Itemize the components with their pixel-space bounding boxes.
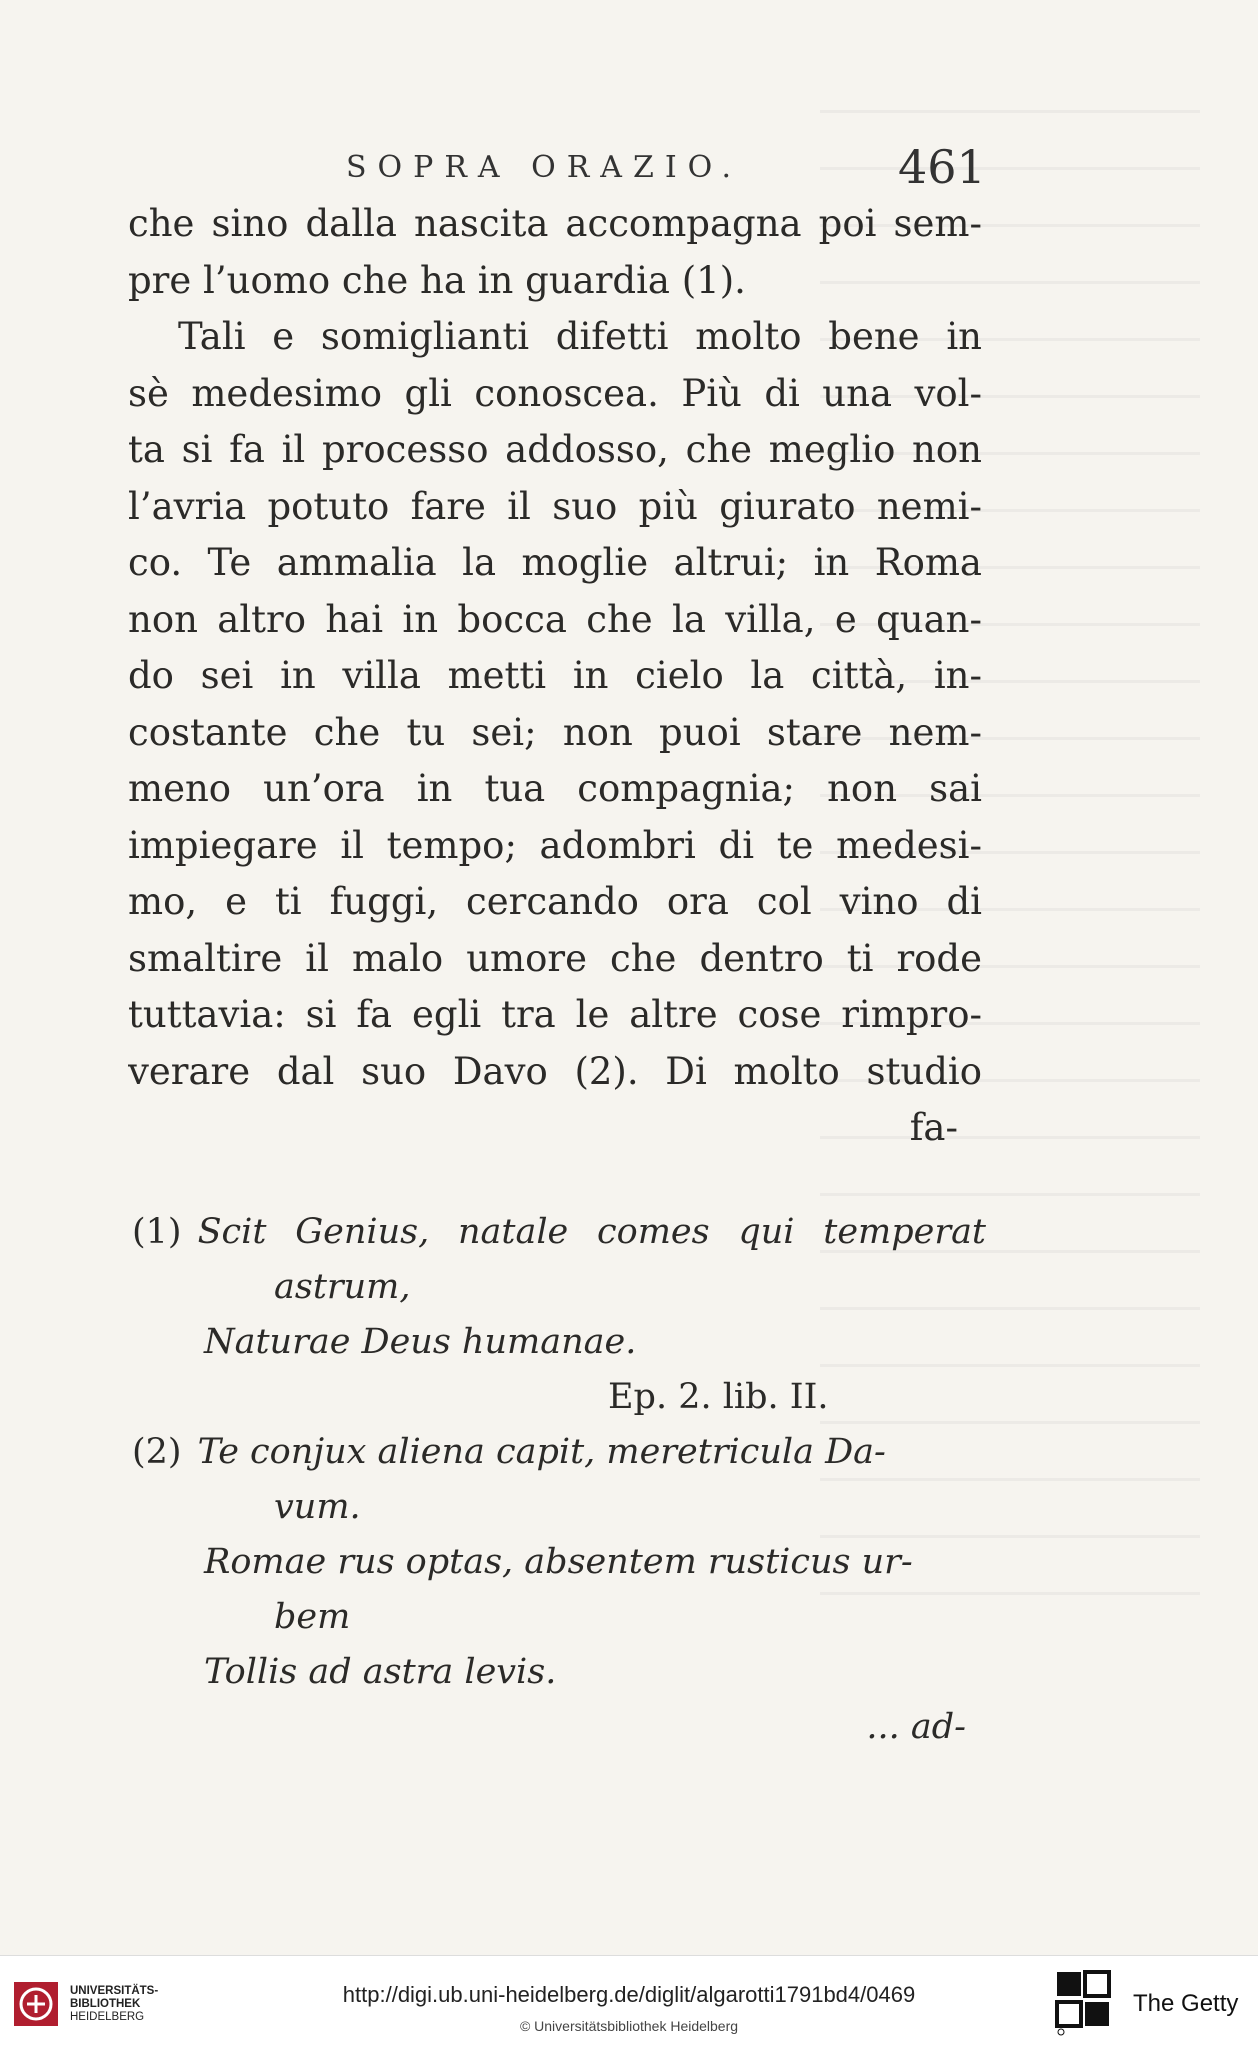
- main-text: [128, 196, 982, 1157]
- catchword: fa-: [909, 1106, 958, 1149]
- text-line: impiegare il tempo; adombri di te medesi-: [128, 823, 982, 867]
- footnote-catchword: ... ad-: [866, 1707, 966, 1747]
- footnote-1-reference: Ep. 2. lib. II.: [608, 1377, 829, 1417]
- footnote-2-line: [132, 1425, 986, 1480]
- footnote-1-line: Naturae Deus humanae.: [204, 1322, 637, 1362]
- footnote-mark: (1): [132, 1212, 182, 1252]
- text-line: tuttavia: si fa egli tra le altre cose rimpro-: [128, 993, 982, 1036]
- footnote-2-line: Romae rus optas, absentem rusticus ur-: [204, 1542, 913, 1582]
- text-line: mo, e ti fuggi, cercando ora col vino di: [128, 880, 982, 923]
- getty-name: The Getty: [1133, 1990, 1239, 2017]
- footnote-2-line: Tollis ad astra levis.: [204, 1652, 557, 1692]
- footer-bar: [0, 1955, 1258, 2048]
- footnotes: [132, 1205, 986, 1755]
- university-name-line: BIBLIOTHEK: [70, 1997, 141, 2010]
- text-line: do sei in villa metti in cielo la città, in-: [128, 654, 982, 697]
- university-name-line: UNIVERSITÄTS-: [70, 1984, 159, 1997]
- footnote-1-line: astrum,: [274, 1267, 411, 1307]
- text-line: che sino dalla nascita accompagna poi sem-: [128, 202, 982, 245]
- text-line: pre l’uomo che ha in guardia (1).: [128, 258, 746, 302]
- getty-logo-icon[interactable]: [1055, 1970, 1111, 2036]
- university-name-line: HEIDELBERG: [70, 2010, 145, 2023]
- text-line: l’avria potuto fare il suo più giurato nemi-: [128, 484, 982, 528]
- text-line: co. Te ammalia la moglie altrui; in Roma: [128, 541, 982, 584]
- footnote-2-line: vum.: [274, 1487, 361, 1527]
- text-line: verare dal suo Davo (2). Di molto studio: [128, 1049, 982, 1093]
- footnote-text: Te conjux aliena capit, meretricula Da-: [197, 1432, 886, 1472]
- text-line: costante che tu sei; non puoi stare nem-: [128, 710, 982, 754]
- text-line: ta si fa il processo addosso, che meglio non: [128, 428, 982, 471]
- footnote-text: Scit Genius, natale comes qui temperat: [197, 1212, 986, 1252]
- footnote-mark: (2): [132, 1432, 182, 1472]
- text-line: non altro hai in bocca che la villa, e quan-: [128, 597, 982, 641]
- footnote-2-line: bem: [274, 1597, 351, 1637]
- source-url-link[interactable]: http://digi.ub.uni-heidelberg.de/diglit/algarotti1791bd4/0469: [342, 1982, 916, 2007]
- running-head: SOPRA ORAZIO.: [346, 150, 743, 185]
- page-number: 461: [898, 140, 986, 194]
- text-line: smaltire il malo umore che dentro ti rode: [128, 936, 982, 980]
- text-line: sè medesimo gli conoscea. Più di una vol-: [128, 371, 982, 415]
- text-line: meno un’ora in tua compagnia; non sai: [128, 767, 982, 810]
- footnote-1-line: [132, 1205, 986, 1260]
- text-line: Tali e somiglianti difetti molto bene in: [178, 315, 982, 358]
- copyright-notice: © Universitätsbibliothek Heidelberg: [519, 2018, 739, 2034]
